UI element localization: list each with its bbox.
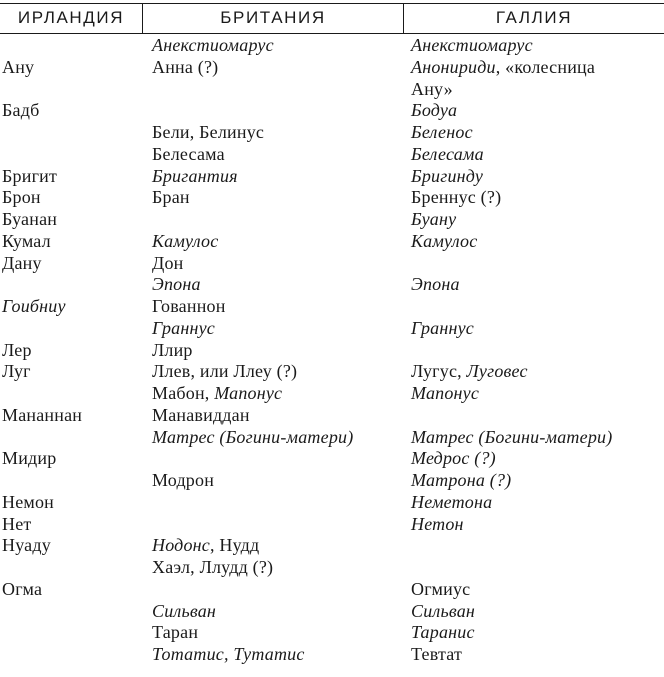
cell-text: Бодуа [411,100,458,121]
cell-ireland [2,361,31,383]
cell-text: Камулос [152,230,219,251]
cell-ireland [2,100,39,122]
cell-britain [152,231,218,253]
cell-text: Нуаду [2,535,51,556]
cell-text: Тевтат [411,644,463,664]
table-row [0,383,664,405]
cell-gaul [411,79,453,101]
table-row [0,622,664,644]
cell-text: Тотатис, Тутатис [152,644,305,664]
cell-ireland [2,231,51,253]
cell-text: Камулос [411,230,478,251]
cell-ireland [2,57,34,79]
cell-gaul [411,644,462,666]
cell-ireland [2,514,31,536]
cell-britain [152,622,198,644]
cell-gaul [411,383,479,405]
cell-text: Манавиддан [152,404,250,425]
table-row [0,318,664,340]
table-row [0,187,664,209]
cell-britain [152,187,190,209]
table-row [0,579,664,601]
cell-text: Кумал [2,230,51,251]
cell-text: Бадб [2,100,40,121]
cell-text: Граннус [152,317,215,338]
cell-text: Дану [2,252,42,273]
cell-gaul [411,122,473,144]
cell-gaul [411,492,492,514]
cell-ireland [2,209,57,231]
cell-text: Беленос [411,122,473,142]
table-row [0,644,664,666]
table-row [0,448,664,470]
table-row [0,79,664,101]
cell-text: Модрон [152,470,215,490]
cell-gaul [411,470,511,492]
cell-gaul [411,274,460,296]
cell-ireland [2,166,57,188]
cell-britain [152,296,226,318]
table-row [0,557,664,579]
cell-text: Бригантия [152,165,238,186]
cell-text: Анна (?) [152,56,219,77]
cell-text: Таранис [411,622,475,643]
cell-text: Буанан [2,209,58,229]
cell-text: Медрос (?) [411,448,496,469]
cell-gaul [411,601,475,623]
cell-text: Немон [2,491,55,512]
cell-text: Эпона [152,274,201,295]
cell-text: Бели, Белинус [152,122,265,142]
cell-text-part: Мапонус [214,383,283,403]
cell-britain [152,361,297,383]
table-row [0,253,664,275]
cell-text: Нетон [411,513,464,534]
cell-text: Ану» [411,78,453,99]
cell-britain [152,144,225,166]
cell-text: Ану [2,56,35,77]
table-row [0,492,664,514]
cell-ireland [2,296,66,318]
cell-text: Нет [2,513,32,534]
cell-text: Ллев, или Ллеу (?) [152,361,298,382]
cell-gaul [411,57,595,79]
cell-britain [152,405,250,427]
table-row [0,144,664,166]
table-row [0,296,664,318]
table-row [0,535,664,557]
cell-ireland [2,253,42,275]
cell-text: Бран [152,187,190,208]
cell-ireland [2,535,51,557]
cell-ireland [2,187,41,209]
cell-text: Эпона [411,274,460,295]
table-row [0,231,664,253]
cell-text: Гованнон [152,296,226,316]
cell-text: Матрес (Богини-матери) [152,426,354,447]
cell-text: Анонириди [411,56,496,77]
header-britain: БРИТАНИЯ [220,8,326,27]
cell-text: Бригинду [411,165,484,186]
cell-britain [152,122,264,144]
cell-britain [152,166,238,188]
table-row [0,274,664,296]
cell-britain [152,35,274,57]
cell-gaul [411,187,501,209]
cell-text: Неметона [411,491,493,512]
cell-britain [152,383,282,405]
cell-gaul [411,427,612,449]
cell-text: Буану [411,209,457,229]
cell-gaul [411,514,464,536]
cell-britain [152,340,193,362]
cell-text: Мапонус [411,383,480,403]
table-row [0,427,664,449]
cell-britain [152,57,218,79]
cell-text: Гоибниу [2,296,66,316]
cell-gaul [411,579,470,601]
cell-britain [152,427,353,449]
cell-text: Бригит [2,165,58,186]
cell-britain [152,253,184,275]
cell-text: Белесама [152,143,225,164]
cell-text: Таран [152,622,199,643]
cell-gaul [411,144,484,166]
cell-text: Матрес (Богини-матери) [411,426,613,447]
table-row [0,470,664,492]
cell-gaul [411,361,528,383]
cell-britain [152,274,201,296]
cell-britain [152,535,259,557]
cell-text: Граннус [411,317,474,338]
table-row [0,514,664,536]
cell-text: Матрона (?) [411,470,512,490]
cell-gaul [411,209,456,231]
cell-ireland [2,448,56,470]
cell-ireland [2,340,32,362]
cell-text: Белесама [411,143,484,164]
cell-text-part: , «колесница [495,56,596,77]
cell-ireland [2,579,42,601]
cell-text: Сильван [411,600,476,621]
table-row [0,35,664,57]
table-row [0,209,664,231]
cell-text: Ллир [152,339,193,360]
table-row [0,601,664,623]
cell-britain [152,470,214,492]
table-row [0,340,664,362]
cell-text: Сильван [152,600,217,621]
cell-text: Лугус, [411,361,467,382]
table-body [0,35,664,666]
cell-text: Мананнан [2,404,83,425]
cell-gaul [411,318,474,340]
cell-text: Брон [2,187,41,208]
cell-britain [152,318,215,340]
cell-text: Мидир [2,448,57,469]
table-row [0,166,664,188]
cell-text: Огма [2,578,43,599]
cell-gaul [411,231,477,253]
cell-text: Анекстиомарус [411,35,533,55]
cell-text: Луг [2,361,31,382]
table-row [0,57,664,79]
cell-britain [152,557,273,579]
cell-text: Мабон, [152,383,215,403]
cell-text: Дон [152,252,184,273]
cell-text: Анекстиомарус [152,35,274,55]
cell-britain [152,601,216,623]
table-top-rule [0,3,664,4]
cell-gaul [411,448,496,470]
table-row [0,361,664,383]
cell-ireland [2,405,82,427]
table-row [0,100,664,122]
header-bottom-rule [0,33,664,34]
cell-gaul [411,100,457,122]
cell-text: Хаэл, Ллудд (?) [152,557,274,577]
table-row [0,122,664,144]
cell-gaul [411,35,533,57]
cell-gaul [411,622,475,644]
cell-britain [152,644,305,666]
cell-text-part: Луговес [466,361,528,382]
cell-gaul [411,166,483,188]
header-ireland: ИРЛАНДИЯ [17,8,125,27]
cell-text-part: , Нудд [210,535,260,556]
cell-text: Бреннус (?) [411,187,502,208]
cell-ireland [2,492,54,514]
header-gaul: ГАЛЛИЯ [495,8,573,27]
cell-text: Огмиус [411,578,471,599]
cell-text: Нодонс [152,535,210,556]
cell-text: Лер [2,339,32,360]
table-row [0,405,664,427]
